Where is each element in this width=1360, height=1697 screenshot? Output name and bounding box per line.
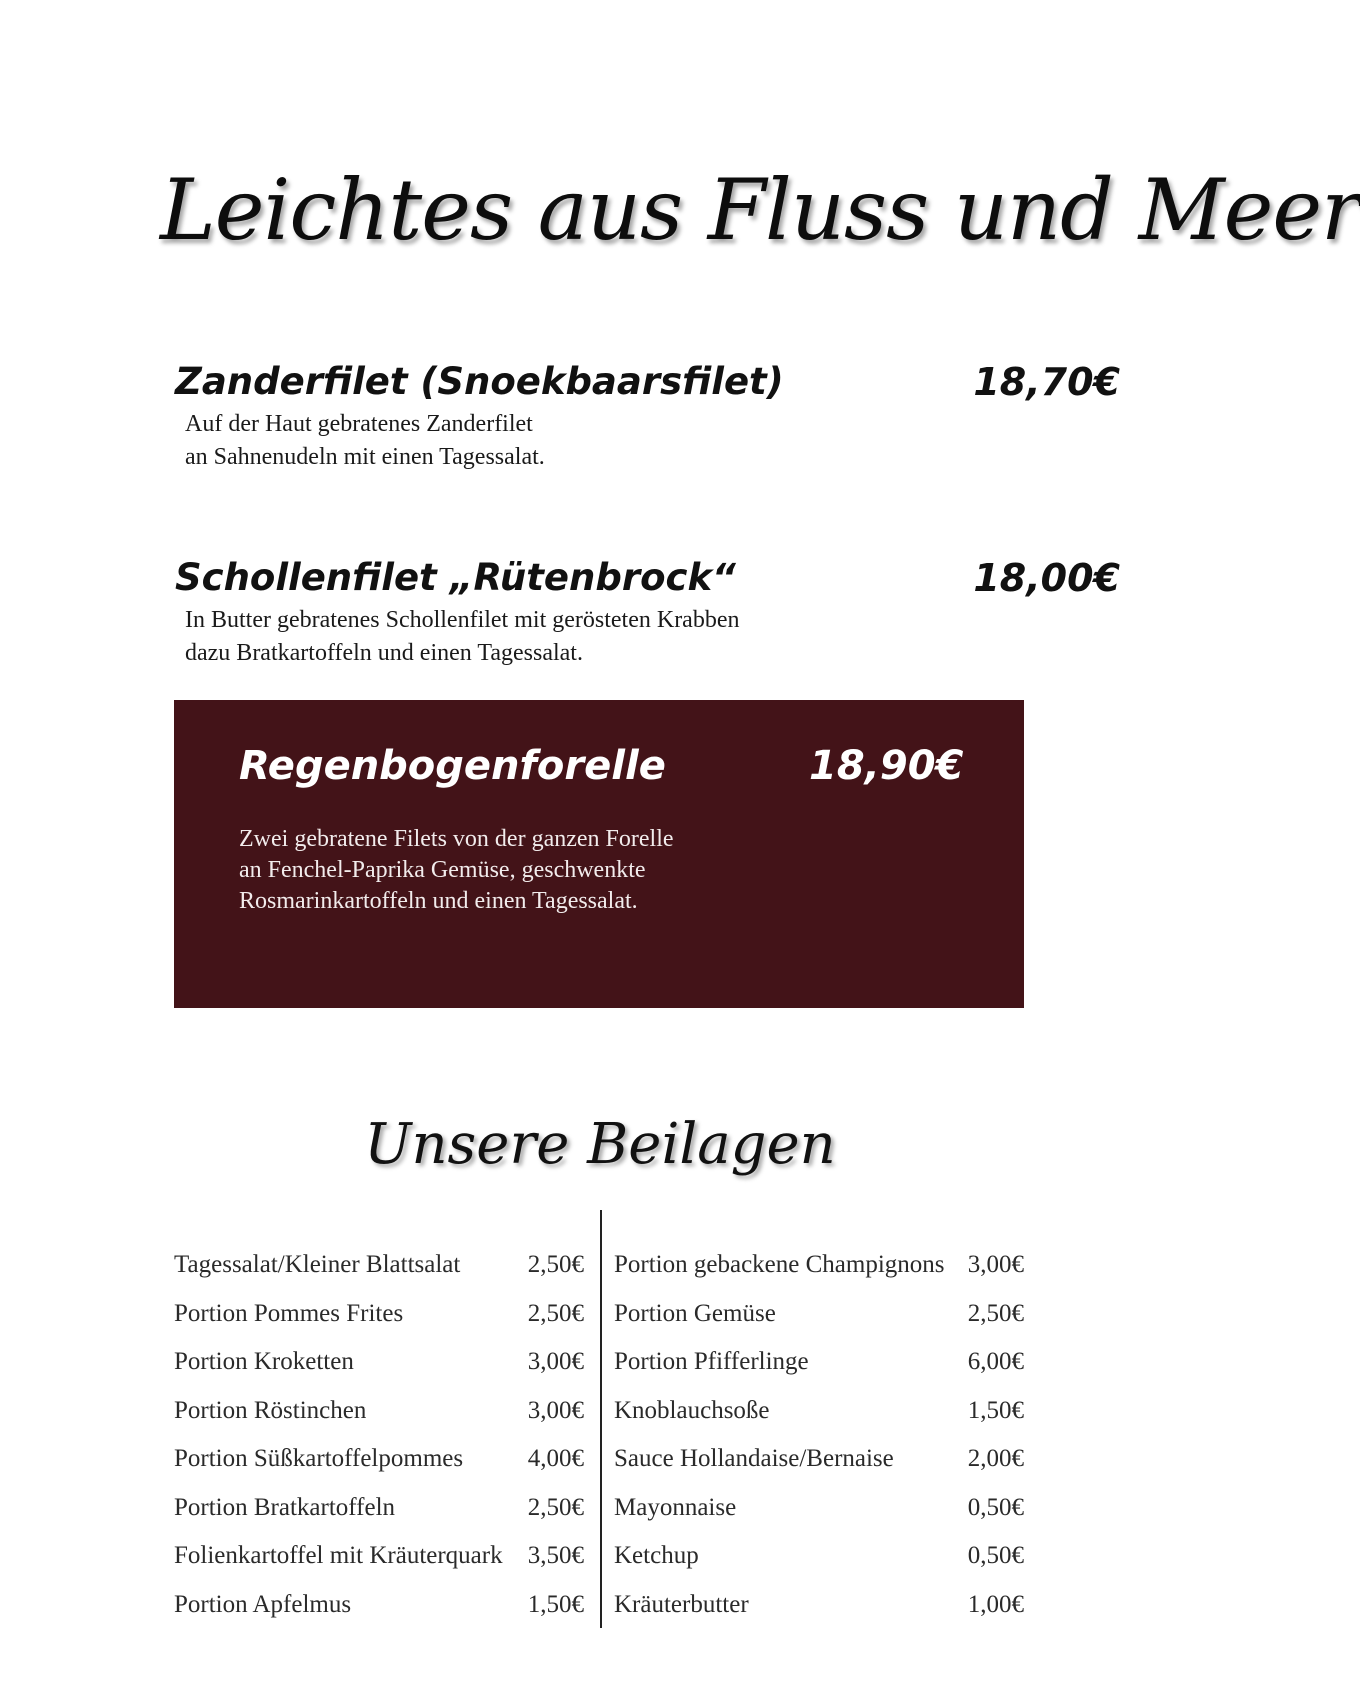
side-item-name: Portion Apfelmus [174,1590,352,1618]
side-item-name: Knoblauchsoße [614,1396,770,1424]
side-item-price: 2,50€ [967,1299,1024,1327]
dish-description [185,604,739,670]
side-item-price: 1,00€ [967,1590,1024,1618]
page-title: Leichtes aus Fluss und Meer [160,161,1360,259]
side-item-price: 0,50€ [967,1493,1024,1521]
sides-list-right [614,1241,1024,1629]
dish-description-line: dazu Bratkartoffeln und einen Tagessalat. [185,640,583,666]
side-item-price: 2,50€ [527,1251,584,1278]
side-item-price: 2,00€ [967,1445,1024,1472]
side-item-price: 1,50€ [527,1590,584,1618]
dish-description-line: Zwei gebratene Filets von der ganzen Forelle [239,826,674,852]
featured-dish-name: Regenbogenforelle [239,743,666,789]
side-item [614,1581,1024,1630]
side-item-name: Sauce Hollandaise/Bernaise [614,1445,894,1472]
side-item [174,1435,584,1484]
side-item-price: 2,50€ [527,1299,584,1327]
side-item [174,1484,584,1533]
side-item [174,1338,584,1387]
side-item-name: Portion Süßkartoffelpommes [174,1445,464,1472]
dish-price: 18,00€ [973,556,1120,600]
side-item-price: 3,00€ [967,1251,1024,1278]
side-item-name: Mayonnaise [614,1493,737,1521]
side-item-price: 0,50€ [967,1542,1024,1569]
side-item-price: 4,00€ [527,1445,584,1472]
side-item [174,1532,584,1581]
dish-description-line: In Butter gebratenes Schollenfilet mit gerösteten Krabben [185,607,740,633]
column-divider [600,1210,602,1628]
dish-description [185,408,545,474]
side-item-name: Portion gebackene Champignons [614,1251,945,1278]
featured-dish-description [239,824,674,917]
side-item-price: 3,00€ [527,1348,584,1375]
dish-price: 18,70€ [973,360,1120,404]
dish-schollenfilet [175,556,1120,676]
side-item-name: Ketchup [614,1542,699,1569]
featured-dish-box [174,700,1024,1008]
sides-title: Unsere Beilagen [364,1112,836,1177]
side-item-name: Portion Röstinchen [174,1396,367,1424]
side-item [614,1435,1024,1484]
dish-description-line: an Fenchel-Paprika Gemüse, geschwenkte [239,857,646,883]
side-item [614,1532,1024,1581]
dish-description-line: an Sahnenudeln mit einen Tagessalat. [185,444,545,470]
side-item [174,1387,584,1436]
side-item-price: 3,50€ [527,1542,584,1569]
side-item-name: Portion Gemüse [614,1299,776,1327]
side-item-name: Portion Kroketten [174,1348,354,1375]
dish-description-line: Auf der Haut gebratenes Zanderfilet [185,411,533,437]
side-item [614,1290,1024,1339]
dish-name: Schollenfilet „Rütenbrock“ [175,556,736,599]
dish-name: Zanderfilet (Snoekbaarsfilet) [175,360,784,403]
side-item-name: Portion Bratkartoffeln [174,1493,396,1521]
side-item-price: 3,00€ [527,1396,584,1424]
side-item-name: Portion Pfifferlinge [614,1348,809,1375]
side-item-price: 2,50€ [527,1493,584,1521]
side-item [614,1387,1024,1436]
side-item-price: 1,50€ [967,1396,1024,1424]
side-item-name: Tagessalat/Kleiner Blattsalat [174,1251,461,1278]
dish-description-line: Rosmarinkartoffeln und einen Tagessalat. [239,888,638,914]
side-item [174,1581,584,1630]
featured-dish-price: 18,90€ [809,743,964,789]
dish-zanderfilet [175,360,1120,480]
side-item [174,1290,584,1339]
side-item [614,1241,1024,1290]
side-item-price: 6,00€ [967,1348,1024,1375]
side-item [614,1484,1024,1533]
sides-list-left [174,1241,584,1629]
side-item [174,1241,584,1290]
side-item-name: Folienkartoffel mit Kräuterquark [174,1542,503,1569]
side-item-name: Portion Pommes Frites [174,1299,404,1327]
side-item-name: Kräuterbutter [614,1590,749,1618]
side-item [614,1338,1024,1387]
